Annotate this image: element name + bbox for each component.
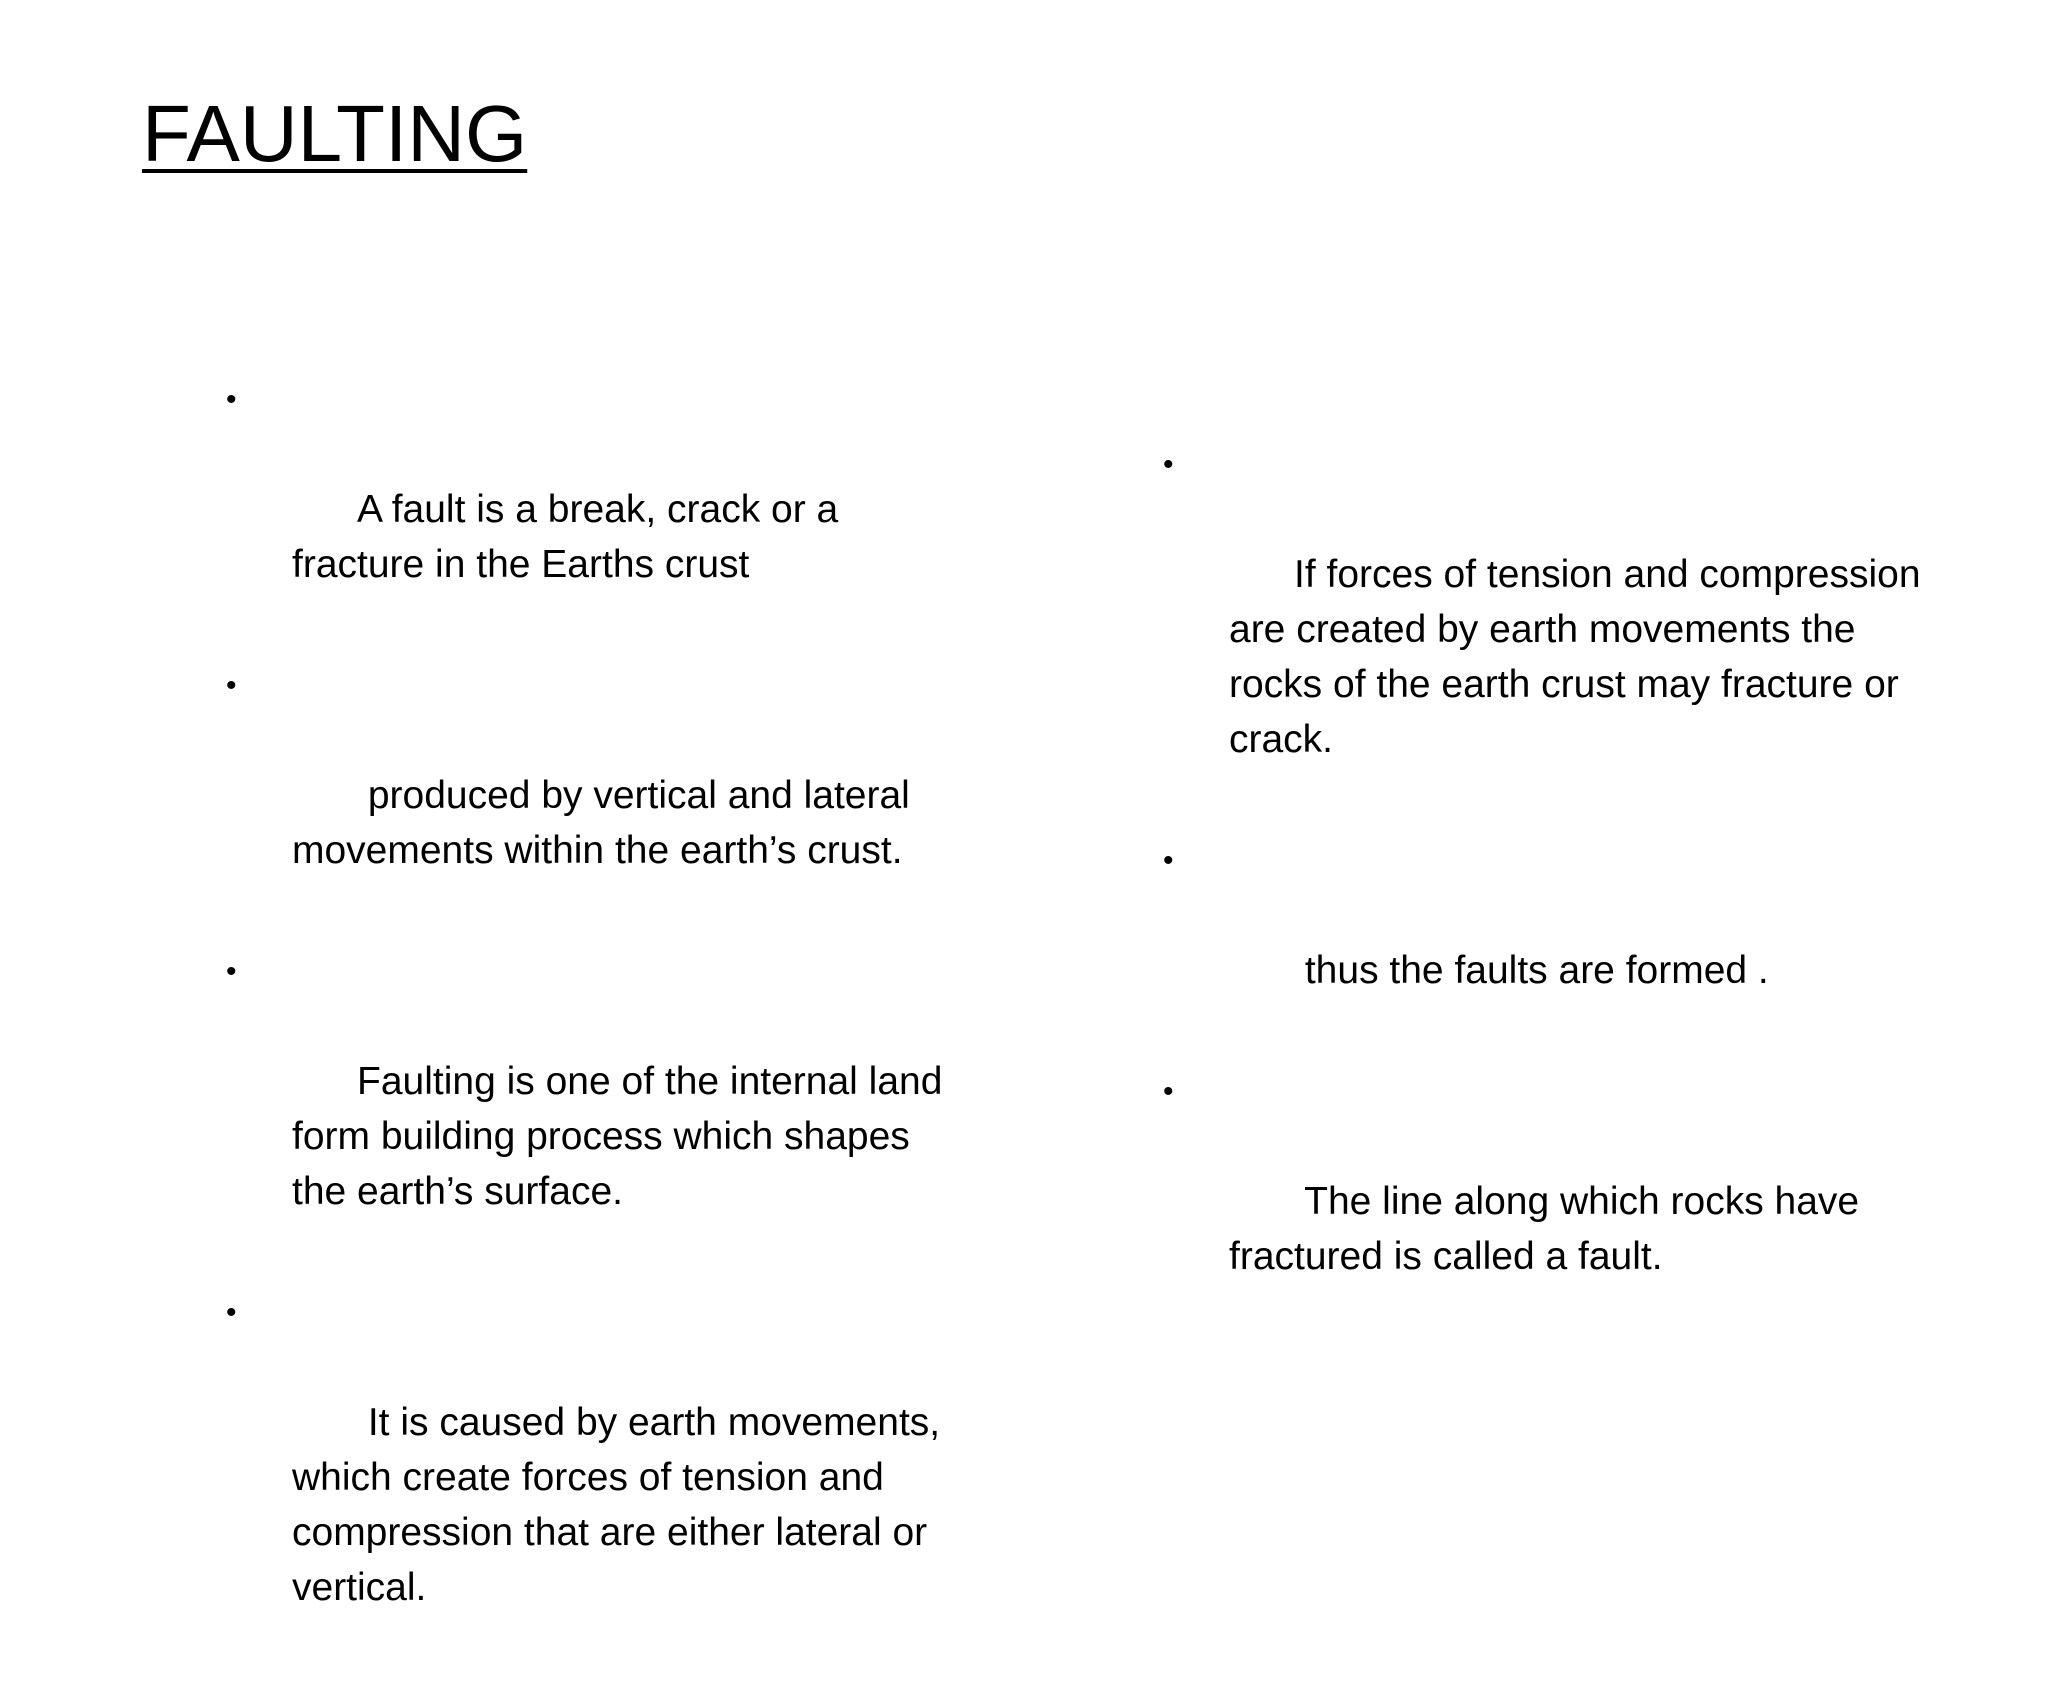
bullet-text: Faulting is one of the internal land form building process which shapes the earth’s surface.	[292, 1060, 954, 1213]
list-item	[1163, 833, 1923, 1053]
bullet-text: A fault is a break, crack or a fracture in the Earths crust	[292, 488, 850, 586]
bullet-text: produced by vertical and lateral movements within the earth’s crust.	[292, 774, 921, 872]
bullet-text: The line along which rocks have fractured is called a fault.	[1229, 1180, 1870, 1278]
bullet-icon: •	[226, 955, 237, 988]
slide-title: FAULTING	[142, 89, 528, 178]
bullet-icon: •	[226, 669, 237, 702]
bullet-text: If forces of tension and compression are created by earth movements the rocks of the earth crust may fracture or crack.	[1229, 553, 1932, 761]
bullet-icon: •	[1163, 844, 1174, 877]
bullet-icon: •	[226, 1296, 237, 1329]
bullet-text: thus the faults are formed .	[1294, 949, 1769, 992]
bullet-text: It is caused by earth movements, which create forces of tension and compression that are either lateral or vertical.	[292, 1401, 951, 1609]
bullet-icon: •	[1163, 1075, 1174, 1108]
bullet-icon: •	[226, 383, 237, 416]
list-item	[226, 372, 966, 647]
bullet-icon: •	[1163, 448, 1174, 481]
list-item	[226, 1285, 966, 1670]
list-item	[1163, 437, 1932, 822]
list-item	[226, 658, 966, 933]
left-bullet-list	[226, 372, 966, 1681]
list-item	[1163, 1064, 1923, 1339]
list-item	[226, 944, 966, 1274]
right-bullet-list	[1163, 437, 1932, 1350]
